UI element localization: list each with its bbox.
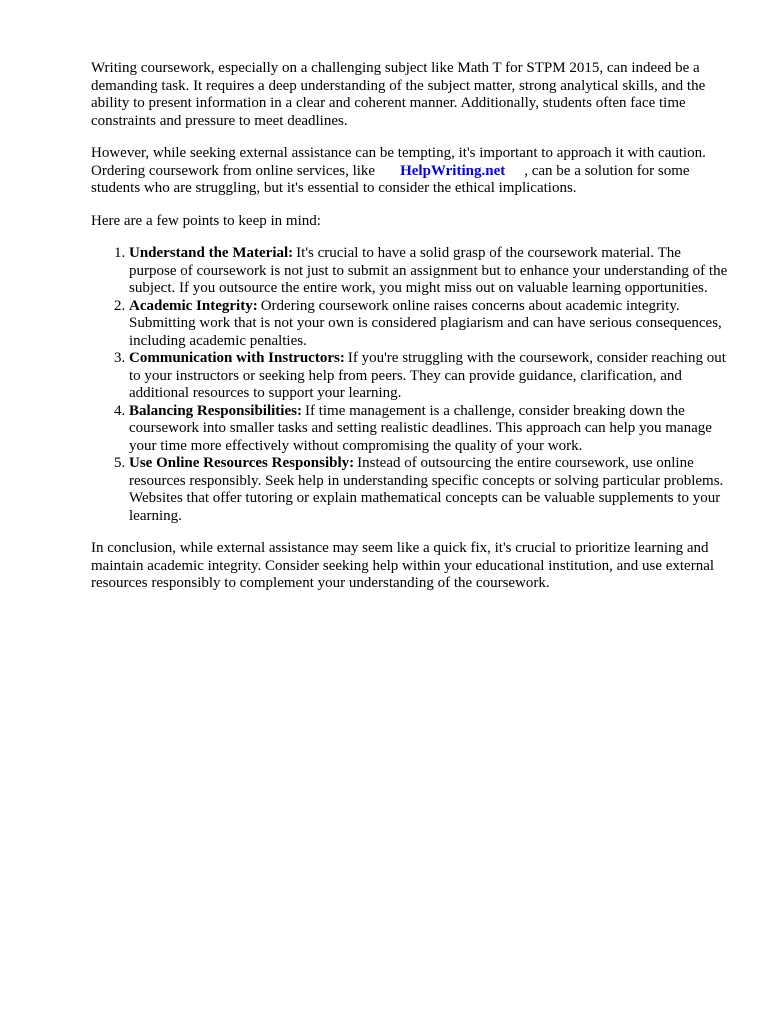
point-text: Instead of outsourcing the entire coursework, use online resources responsibly. Seek help in understanding specific concepts or solving particular problems. Websites that offer tutoring or explain mathematical concepts can be valuable supplements to your learning. [129, 455, 724, 524]
assistance-text-after: , can be a solution for some students who are struggling, but it's essential to consider the ethical implications. [91, 162, 690, 196]
point-text: If you're struggling with the coursework, consider reaching out to your instructors or seeking help from peers. They can provide guidance, clarification, and additional resources to support your learning. [129, 350, 726, 401]
assistance-paragraph [91, 145, 731, 198]
point-text: If time management is a challenge, consider breaking down the coursework into smaller tasks and setting realistic deadlines. This approach can help you manage your time more effectively without compromising the quality of your work. [129, 402, 712, 454]
points-intro: Here are a few points to keep in mind: [91, 212, 321, 229]
list-item [129, 403, 731, 456]
document-page [91, 60, 731, 608]
list-item [129, 350, 731, 403]
point-text: Ordering coursework online raises concerns about academic integrity. Submitting work that is not your own is considered plagiarism and can have serious consequences, including academic penalties. [129, 297, 722, 349]
point-title: Understand the Material: [129, 245, 294, 261]
point-title: Balancing Responsibilities: [129, 402, 302, 419]
helpwriting-link[interactable]: HelpWriting.net [400, 162, 506, 179]
intro-paragraph: Writing coursework, especially on a challenging subject like Math T for STPM 2015, can indeed be a demanding task. It requires a deep understanding of the subject matter, strong analytical skills, and the ability to present information in a clear and coherent manner. Additionally, students often face time constraints and pressure to meet deadlines. [91, 60, 706, 129]
point-title: Communication with Instructors: [129, 350, 345, 366]
list-item [129, 245, 731, 298]
points-list [91, 245, 731, 525]
list-item [129, 298, 731, 351]
point-title: Academic Integrity: [129, 297, 258, 314]
conclusion-paragraph: In conclusion, while external assistance may seem like a quick fix, it's crucial to prioritize learning and maintain academic integrity. Consider seeking help within your educational institution, and use external resources responsibly to complement your understanding of the coursework. [91, 540, 715, 591]
list-item [129, 455, 731, 525]
assistance-text-before: However, while seeking external assistance can be tempting, it's important to approach it with caution. Ordering coursework from online services, like [91, 145, 706, 179]
point-text: It's crucial to have a solid grasp of the coursework material. The purpose of coursework is not just to submit an assignment but to enhance your understanding of the subject. If you outsource the entire work, you might miss out on valuable learning opportunities. [129, 245, 728, 296]
point-title: Use Online Resources Responsibly: [129, 455, 355, 471]
